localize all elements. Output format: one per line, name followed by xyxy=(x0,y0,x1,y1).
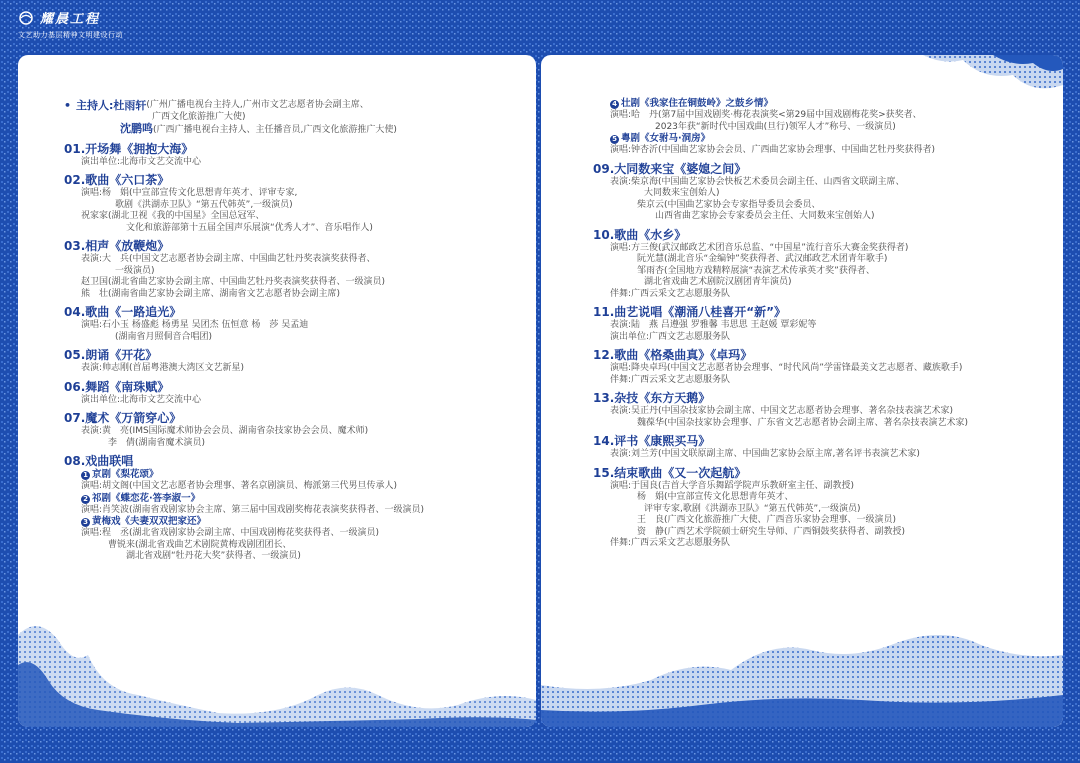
performer-line-continued: 湖北省戏剧“牡丹花大奖”获得者、一级演员) xyxy=(126,551,301,561)
sub-program-name: 京剧《梨花颂》 xyxy=(92,469,159,480)
performer-line: 演出单位:广西文艺志愿服务队 xyxy=(610,331,731,342)
performer-line: 柴京云(中国曲艺家协会专家指导委员会委员、 xyxy=(610,199,821,210)
performer-line: 魏葆华(中国杂技家协会理事、广东省文艺志愿者协会副主席、著名杂技表演艺术家) xyxy=(610,417,969,428)
program-title: 15.结束歌曲《又一次起航》 xyxy=(593,465,747,480)
left-items xyxy=(64,141,524,450)
right-page xyxy=(541,55,1063,727)
right-program-list xyxy=(593,98,1053,550)
header-subtitle: 文艺助力基层精神文明建设行动 xyxy=(18,31,123,39)
performer-line: 赵卫国(湖北省曲艺家协会副主席、中国曲艺牡丹奖表演奖获得者、一级演员) xyxy=(81,277,386,287)
performer-line-continued: 一级演员) xyxy=(115,265,155,276)
left-program-item xyxy=(64,172,524,234)
performer-line: 演唱:方三俊(武汉邮政艺术团音乐总监、“中国星”流行音乐大赛金奖获得者) xyxy=(610,242,909,253)
program-title: 02.歌曲《六口茶》 xyxy=(64,173,170,187)
host-name-1: 杜雨轩 xyxy=(113,99,147,112)
host-desc-1a: (广州广播电视台主持人,广州市文艺志愿者协会副主席、 xyxy=(146,100,369,110)
host-desc-1b: 广西文化旅游推广大使) xyxy=(152,111,246,122)
performer-line: 演出单位:北海市文艺交流中心 xyxy=(81,394,202,405)
performer-line: 曹锐来(湖北省戏曲艺术剧院黄梅戏剧团团长、 xyxy=(81,539,292,550)
performer-line: 表演:帅志刚(首届粤港澳大湾区文艺新星) xyxy=(81,363,245,373)
performer-line: 表演:刘兰芳(中国文联原副主席、中国曲艺家协会原主席,著名评书表演艺术家) xyxy=(610,449,920,459)
program-title: 13.杂技《东方天鹅》 xyxy=(593,391,711,405)
program-title: 07.魔术《万箭穿心》 xyxy=(64,411,182,425)
left-program-item xyxy=(64,410,524,449)
program-title: 05.朗诵《开花》 xyxy=(64,348,158,362)
performer-line: 伴舞:广西云采文艺志愿服务队 xyxy=(610,374,731,385)
left-program-item xyxy=(64,238,524,300)
program-title: 09.大同数来宝《婆媳之间》 xyxy=(593,161,747,176)
right-program-item xyxy=(593,433,1053,461)
bottom-wave-decoration xyxy=(541,615,1063,727)
right-items xyxy=(593,161,1053,550)
performer-line: 演出单位:北海市文艺交流中心 xyxy=(81,156,202,167)
sub-program-title xyxy=(64,516,524,528)
program-title: 14.评书《康熙买马》 xyxy=(593,434,711,448)
performer-line-continued: (湖南省月照侗音合唱团) xyxy=(115,331,213,342)
program-title: 06.舞蹈《南珠赋》 xyxy=(64,379,170,394)
right-program-item xyxy=(593,390,1053,429)
program-item-08 xyxy=(64,453,524,563)
number-badge-icon: 1 xyxy=(81,471,90,480)
program-title: 12.歌曲《格桑曲真》《卓玛》 xyxy=(593,348,753,362)
header xyxy=(18,8,123,48)
performer-line-continued: 大同数来宝创始人) xyxy=(644,188,720,198)
host-desc-2: (广西广播电视台主持人、主任播音员,广西文化旅游推广大使) xyxy=(153,125,397,135)
performer-line-continued: 2023年获“新时代中国戏曲(旦行)领军人才”称号、一级演员) xyxy=(655,121,896,132)
performer-line: 王 良(广西文化旅游推广大使、广西音乐家协会理事、一级演员) xyxy=(610,515,897,525)
performer-line-continued: 山西省曲艺家协会专家委员会主任、大同数来宝创始人) xyxy=(655,211,875,221)
right-program-item xyxy=(593,347,1053,386)
performer-line-continued: 文化和旅游部第十五届全国声乐展演“优秀人才”、音乐唱作人) xyxy=(126,222,373,233)
performer-line: 演唱:程 丞(湖北省戏剧家协会副主席、中国戏剧梅花奖获得者、一级演员) xyxy=(81,528,380,538)
logo-text: 耀晨工程 xyxy=(40,12,101,27)
number-badge-icon: 4 xyxy=(610,100,619,109)
bullet-icon: • xyxy=(64,99,72,112)
performer-line: 演唱:石小玉 杨盛彪 杨勇星 吴团杰 伍恒意 杨 莎 吴孟迪 xyxy=(81,320,309,330)
sub-program-title xyxy=(64,469,524,481)
bottom-wave-decoration xyxy=(18,595,536,727)
host-name-2: 沈鹏鸣 xyxy=(120,122,153,135)
performer-line: 演唱:肖笑波(湖南省戏剧家协会主席、第三届中国戏剧奖梅花表演奖获得者、一级演员) xyxy=(81,504,425,515)
performer-line: 资 静(广西艺术学院硕士研究生导师、广西铜鼓奖获得者、副教授) xyxy=(610,526,906,537)
program-title: 11.曲艺说唱《潮涌八桂喜开“新”》 xyxy=(593,305,787,319)
program-title: 01.开场舞《拥抱大海》 xyxy=(64,141,194,156)
number-badge-icon: 2 xyxy=(81,495,90,504)
sub-program-title xyxy=(64,493,524,505)
performer-line: 杨 娟(中宣部宣传文化思想青年英才、 xyxy=(610,492,794,502)
left-program-item xyxy=(64,347,524,375)
right-program-item xyxy=(593,227,1053,301)
performer-line: 伴舞:广西云采文艺志愿服务队 xyxy=(610,288,731,299)
performer-line: 邹雨杏(全国地方戏精粹展演“表演艺术传承英才奖”获得者、 xyxy=(610,265,875,276)
logo-icon xyxy=(18,11,34,25)
performer-line: 演唱:胡文阁(中国文艺志愿者协会理事、著名京剧演员、梅派第三代男旦传承人) xyxy=(81,481,398,491)
right-program-item xyxy=(593,304,1053,343)
performer-line: 表演:黄 亮(IMS国际魔术师协会会员、湖南省杂技家协会会员、魔术师) xyxy=(81,426,369,436)
sub-program-name: 壮剧《我家住在铜鼓岭》之鼓乡情》 xyxy=(621,98,774,109)
number-badge-icon: 5 xyxy=(610,135,619,144)
program-title: 10.歌曲《水乡》 xyxy=(593,227,687,242)
performer-line: 演唱:钟杏沂(中国曲艺家协会会员、广西曲艺家协会理事、中国曲艺牡丹奖获得者) xyxy=(610,145,936,155)
sub-program-name: 祁剧《蝶恋花·答李淑一》 xyxy=(92,492,201,504)
performer-line: 演唱:于国良(吉首大学音乐舞蹈学院声乐教研室主任、副教授) xyxy=(610,480,855,491)
performer-line-continued: 歌剧《洪湖赤卫队》“第五代韩英”,一级演员) xyxy=(115,199,293,210)
program-item-08-continued xyxy=(593,98,1053,157)
performer-line: 表演:大 兵(中国文艺志愿者协会副主席、中国曲艺牡丹奖表演奖获得者、 xyxy=(81,254,376,264)
sub-program-title xyxy=(593,133,1053,145)
left-page xyxy=(18,55,536,727)
performer-line-continued: 评审专家,歌剧《洪湖赤卫队》“第五代韩英”,一级演员) xyxy=(644,503,861,514)
performer-line: 演唱:哈 丹(第7届中国戏剧奖·梅花表演奖<第29届中国戏剧梅花奖>获奖者、 xyxy=(610,110,922,120)
program-title: 03.相声《放鞭炮》 xyxy=(64,239,170,253)
sub-program-name: 黄梅戏《夫妻双双把家还》 xyxy=(92,516,207,527)
performer-line: 祝家家(湖北卫视《我的中国星》全国总冠军、 xyxy=(81,211,265,221)
right-program-item xyxy=(593,465,1053,550)
performer-line: 熊 壮(湖南省曲艺家协会副主席、湖南省文艺志愿者协会副主席) xyxy=(81,288,341,299)
sub-program-name: 粤剧《女驸马·洞房》 xyxy=(621,133,711,144)
left-program-item xyxy=(64,304,524,343)
performer-line: 伴舞:广西云采文艺志愿服务队 xyxy=(610,538,731,548)
number-badge-icon: 3 xyxy=(81,518,90,527)
sub-program-title xyxy=(593,98,1053,110)
performer-line: 表演:柴京海(中国曲艺家协会快板艺术委员会副主任、山西省文联副主席、 xyxy=(610,176,905,187)
left-program-list xyxy=(64,100,524,563)
program-title: 04.歌曲《一路追光》 xyxy=(64,305,182,319)
performer-line: 表演:吴正丹(中国杂技家协会副主席、中国文艺志愿者协会理事、著名杂技表演艺术家) xyxy=(610,406,954,416)
performer-line: 演唱:杨 娟(中宣部宣传文化思想青年英才、评审专家, xyxy=(81,188,298,198)
host-label: 主持人: xyxy=(76,99,114,112)
right-program-item xyxy=(593,161,1053,223)
performer-line: 演唱:降央卓玛(中国文艺志愿者协会理事、“时代风尚”学雷锋最美文艺志愿者、藏族歌手) xyxy=(610,363,963,373)
left-program-item xyxy=(64,141,524,169)
performer-line-continued: 湖北省戏曲艺术剧院汉剧团青年演员) xyxy=(644,277,792,287)
performer-line: 李 倩(湖南省魔术演员) xyxy=(81,437,206,448)
performer-line: 表演:陆 燕 吕遵强 罗雅馨 韦思思 王赵媛 覃彩妮等 xyxy=(610,320,817,330)
host-section xyxy=(64,100,524,137)
left-program-item xyxy=(64,379,524,407)
program-title: 08.戏曲联唱 xyxy=(64,454,134,468)
performer-line: 阮光慧(湖北音乐“金编钟”奖获得者、武汉邮政艺术团青年歌手) xyxy=(610,254,888,264)
